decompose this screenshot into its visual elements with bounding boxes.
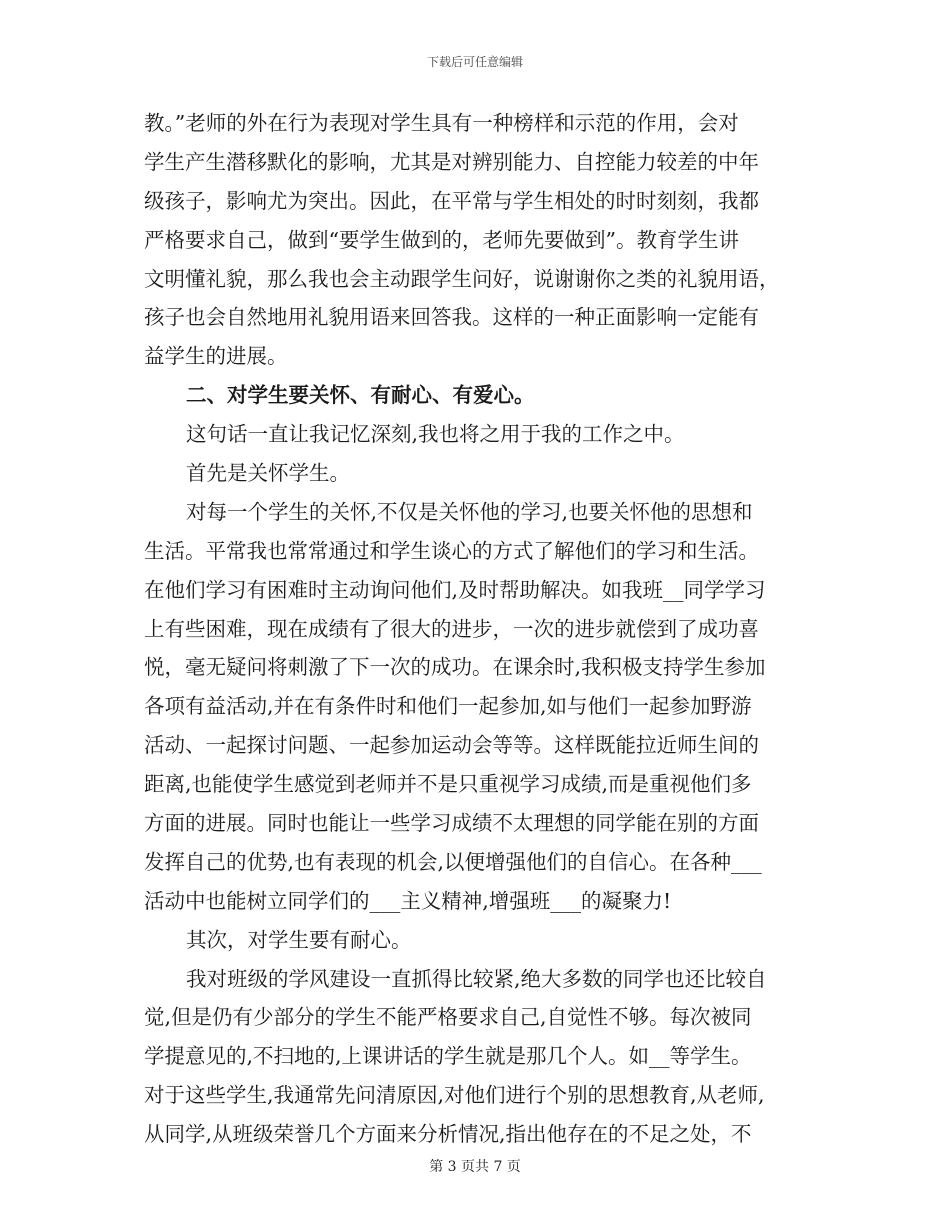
- text-line: 孩子也会自然地用礼貌用语来回答我。这样的一种正面影响一定能有: [144, 305, 759, 330]
- subheading-line: 首先是关怀学生。: [186, 461, 350, 486]
- text-line: 上有些困难，现在成绩有了很大的进步，一次的进步就偿到了成功喜: [144, 616, 759, 641]
- text-line: 觉,但是仍有少部分的学生不能严格要求自己,自觉性不够。每次被同: [144, 1005, 752, 1030]
- text-line: 学提意见的,不扫地的,上课讲话的学生就是那几个人。如__等学生。: [144, 1044, 752, 1069]
- text-line: 距离,也能使学生感觉到老师并不是只重视学习成绩,而是重视他们多: [144, 772, 752, 797]
- text-line: 发挥自己的优势,也有表现的机会,以便增强他们的自信心。在各种___: [144, 849, 762, 874]
- document-body: [144, 104, 804, 1154]
- page-number: 第 3 页共 7 页: [429, 1159, 521, 1175]
- subheading-line: 其次，对学生要有耐心。: [186, 927, 412, 952]
- text-line: 学生产生潜移默化的影响，尤其是对辨别能力、自控能力较差的中年: [144, 149, 759, 174]
- text-line: 教。”老师的外在行为表现对学生具有一种榜样和示范的作用，会对: [144, 111, 739, 135]
- text-line: 我对班级的学风建设一直抓得比较紧,绝大多数的同学也还比较自: [186, 966, 767, 991]
- text-line: 活动、一起探讨问题、一起参加运动会等等。这样既能拉近师生间的: [144, 733, 759, 758]
- text-line: 对每一个学生的关怀,不仅是关怀他的学习,也要关怀他的思想和: [186, 499, 753, 524]
- text-line: 方面的进展。同时也能让一些学习成绩不太理想的同学能在别的方面: [144, 811, 759, 836]
- text-line: 级孩子，影响尤为突出。因此，在平常与学生相处的时时刻刻，我都: [144, 188, 759, 213]
- text-line: 各项有益活动,并在有条件时和他们一起参加,如与他们一起参加野游: [144, 694, 752, 719]
- text-line: 益学生的进展。: [144, 344, 288, 369]
- text-line: 活动中也能树立同学们的___主义精神,增强班___的凝聚力!: [144, 888, 672, 913]
- text-line: 生活。平常我也常常通过和学生谈心的方式了解他们的学习和生活。: [144, 538, 759, 563]
- text-line: 文明懂礼貌，那么我也会主动跟学生问好，说谢谢你之类的礼貌用语，: [144, 266, 780, 291]
- text-line: 悦，毫无疑问将刺激了下一次的成功。在课余时,我积极支持学生参加: [144, 655, 766, 680]
- section-heading: 二、对学生要关怀、有耐心、有爱心。: [186, 383, 535, 408]
- text-line: 在他们学习有困难时主动询问他们,及时帮助解决。如我班__同学学习: [144, 577, 766, 602]
- text-line: 严格要求自己，做到“要学生做到的，老师先要做到”。教育学生讲: [144, 227, 739, 252]
- text-line: 对于这些学生,我通常先问清原因,对他们进行个别的思想教育,从老师,: [144, 1083, 765, 1108]
- text-line: 这句话一直让我记忆深刻,我也将之用于我的工作之中。: [186, 422, 685, 447]
- text-line: 从同学,从班级荣誉几个方面来分析情况,指出他存在的不足之处，不: [144, 1122, 752, 1147]
- page-header: 下载后可任意编辑: [426, 55, 523, 69]
